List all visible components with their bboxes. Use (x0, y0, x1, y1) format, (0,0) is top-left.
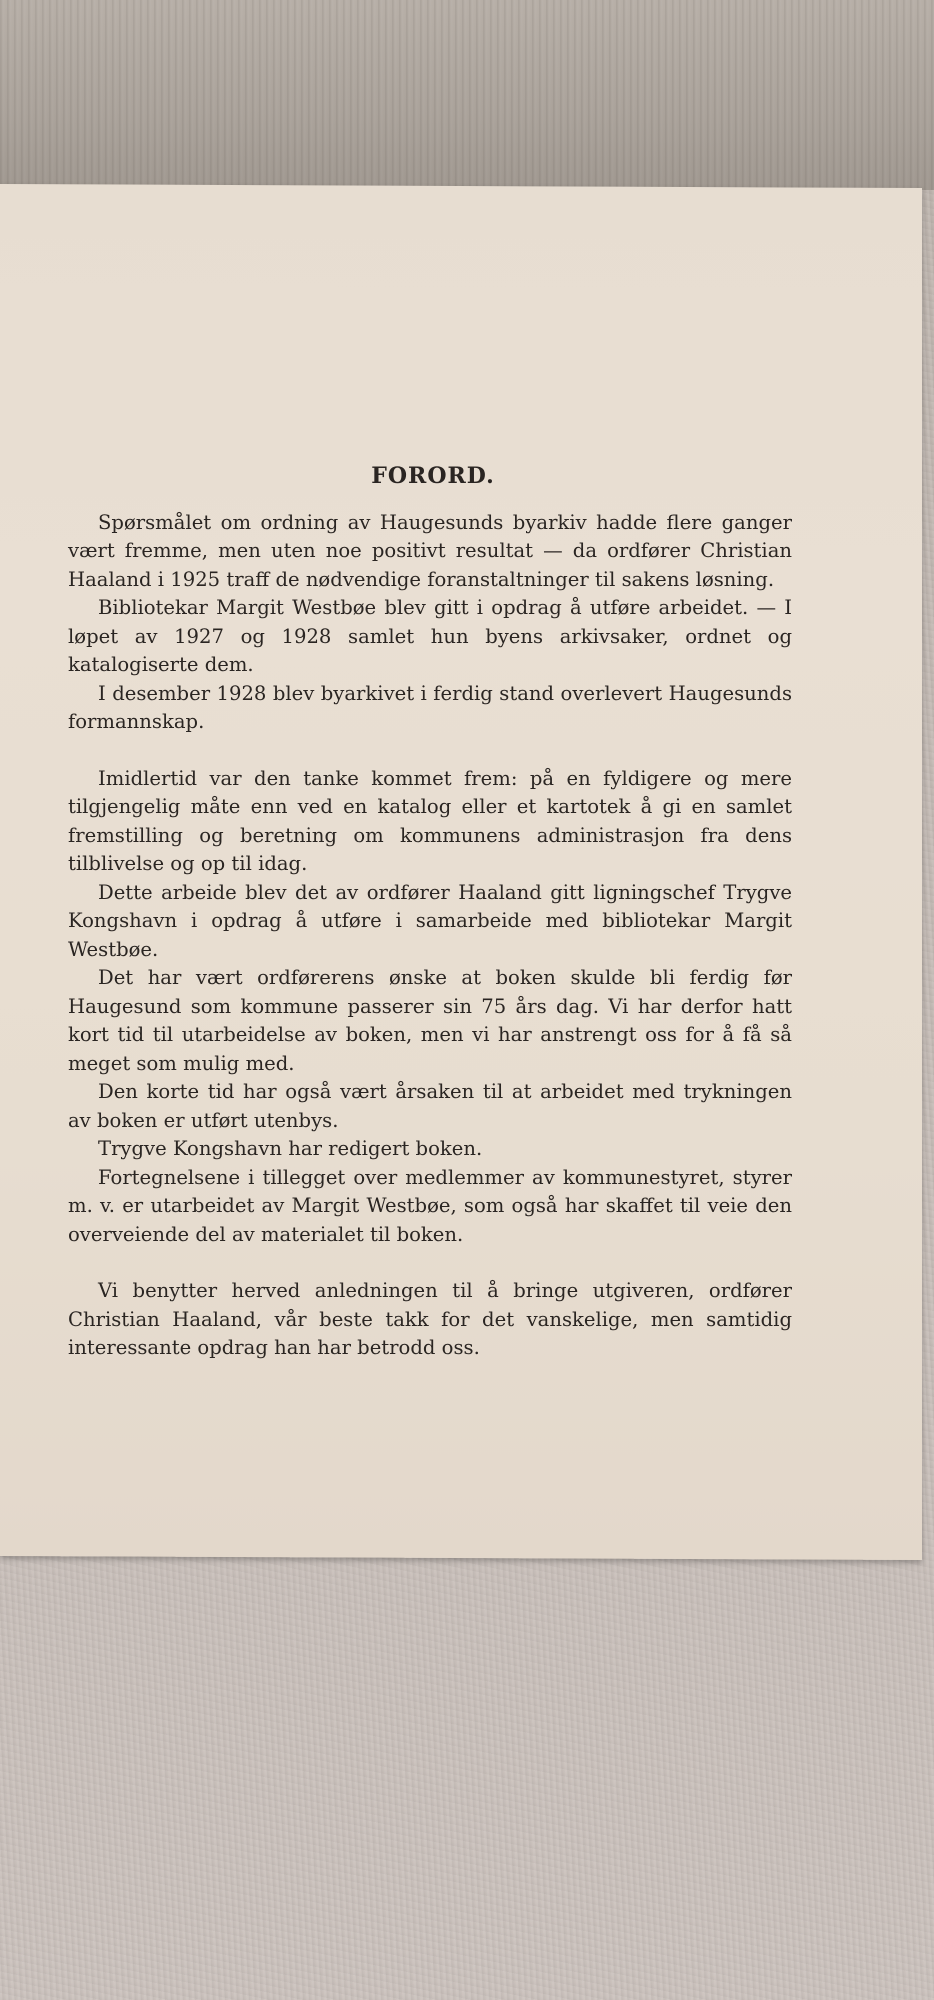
background-table-surface (0, 0, 934, 190)
section-gap (68, 737, 792, 765)
paragraph-7: Den korte tid har også vært årsaken til at arbeidet med trykningen av boken er utført utenbys. (68, 1080, 792, 1132)
paragraph-9: Fortegnelsene i tillegget over medlemmer av kommunestyret, styrer m. v. er utarbeidet av Margit Westbøe, som også har skaffet til veie den overveiende del av materialet til boken. (68, 1165, 792, 1246)
paragraph-1: Spørsmålet om ordning av Haugesunds byarkiv hadde flere ganger vært fremme, men uten noe positivt resultat — da ordfører Christian Haaland i 1925 traff de nødvendige foranstaltninger til sakens løsning. (68, 510, 792, 591)
page-title: FORORD. (371, 463, 495, 489)
paragraph-4: Imidlertid var den tanke kommet frem: på en fyldigere og mere tilgjengelig måte enn ved en katalog eller et kartotek å gi en samlet fremstilling og beretning om kommunens administrasjon fra dens tilblivelse og op til idag. (68, 766, 792, 875)
paragraph-6: Det har vært ordførerens ønske at boken skulde bli ferdig før Haugesund som kommune passerer sin 75 års dag. Vi har derfor hatt kort tid til utarbeidelse av boken, men vi har anstrengt oss for å få så meget som mulig med. (68, 966, 792, 1075)
paragraph-10: Vi benytter herved anledningen til å bringe utgiveren, ordfører Christian Haaland, vår beste takk for det vanskelige, men samtidig interessante opdrag han har betrodd oss. (68, 1279, 792, 1359)
paragraph-3: I desember 1928 blev byarkivet i ferdig stand overlevert Haugesunds formannskap. (68, 681, 792, 733)
section-gap (68, 1249, 792, 1277)
paragraph-8: Trygve Kongshavn har redigert boken. (98, 1137, 483, 1160)
paragraph-5: Dette arbeide blev det av ordfører Haaland gitt ligningschef Trygve Kongshavn i opdrag å utføre i samarbeide med bibliotekar Margit Westbøe. (68, 880, 792, 961)
paragraph-2: Bibliotekar Margit Westbøe blev gitt i opdrag å utføre arbeidet. — I løpet av 1927 og 1928 samlet hun byens arkivsaker, ordnet og katalogiserte dem. (68, 596, 792, 676)
page-text (68, 462, 792, 1363)
